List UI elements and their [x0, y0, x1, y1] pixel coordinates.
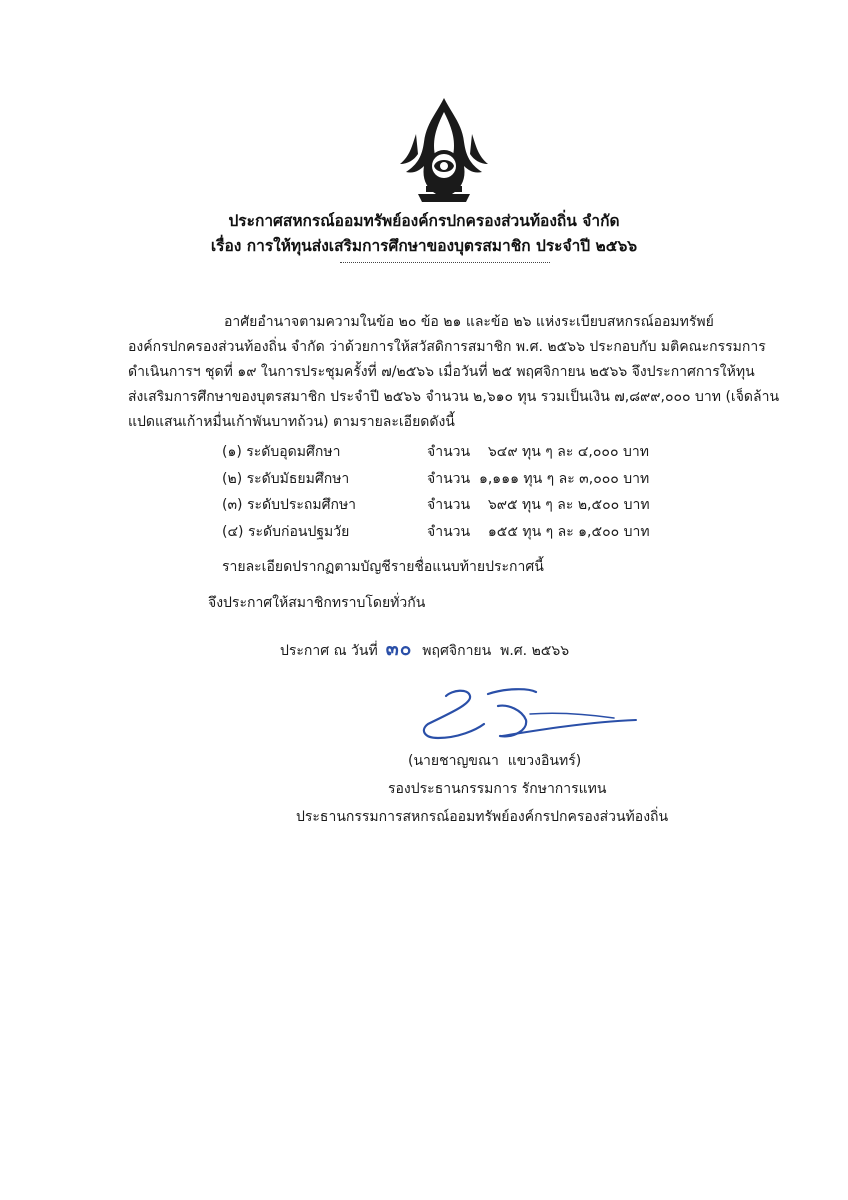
date-prefix: ประกาศ ณ วันที่ [280, 643, 378, 659]
signature-scribble [418, 684, 642, 746]
body-line: อาศัยอำนาจตามความในข้อ ๒๐ ข้อ ๒๑ และข้อ ๒๖ แห่งระเบียบสหกรณ์ออมทรัพย์ [224, 314, 714, 330]
handwritten-day: ๓๐ [385, 638, 413, 660]
announcement-subject: เรื่อง การให้ทุนส่งเสริมการศึกษาของบุตรสมาชิก ประจำปี ๒๕๖๖ [210, 237, 638, 255]
attachment-note: รายละเอียดปรากฏตามบัญชีรายชื่อแนบท้ายประกาศนี้ [222, 559, 544, 575]
date-suffix: พฤศจิกายน พ.ศ. ๒๕๖๖ [422, 643, 570, 659]
body-paragraph [128, 310, 780, 435]
announcement-title: ประกาศสหกรณ์ออมทรัพย์องค์กรปกครองส่วนท้องถิ่น จำกัด [228, 212, 620, 230]
item-amount: จำนวน ๖๔๙ ทุน ๆ ละ ๔,๐๐๐ บาท [427, 444, 649, 460]
body-line: แปดแสนเก้าหมื่นเก้าพันบาทถ้วน) ตามรายละเอียดดังนี้ [128, 414, 455, 430]
signer-organization: ประธานกรรมการสหกรณ์ออมทรัพย์องค์กรปกครองส่วนท้องถิ่น [296, 809, 669, 825]
item-level: (๔) ระดับก่อนปฐมวัย [222, 523, 350, 540]
body-line: องค์กรปกครองส่วนท้องถิ่น จำกัด ว่าด้วยการให้สวัสดิการสมาชิก พ.ศ. ๒๕๖๖ ประกอบกับ มติคณะกรรมการ [128, 339, 766, 355]
item-level: (๒) ระดับมัธยมศึกษา [222, 470, 350, 487]
item-level: (๑) ระดับอุดมศึกษา [222, 444, 341, 460]
cooperative-emblem-icon [396, 94, 492, 206]
signer-name: (นายชาญขณา แขวงอินทร์) [408, 753, 582, 769]
announcement-date [280, 634, 569, 664]
body-line: ส่งเสริมการศึกษาของบุตรสมาชิก ประจำปี ๒๕๖๖ จำนวน ๒,๖๑๐ ทุน รวมเป็นเงิน ๗,๘๙๙,๐๐๐ บาท (เจ็ดล้าน [128, 389, 780, 405]
item-level: (๓) ระดับประถมศึกษา [222, 497, 357, 513]
title-divider [340, 262, 550, 263]
item-amount: จำนวน ๖๙๕ ทุน ๆ ละ ๒,๕๐๐ บาท [427, 497, 650, 513]
item-amount: จำนวน ๑,๑๑๑ ทุน ๆ ละ ๓,๐๐๐ บาท [427, 470, 650, 487]
body-line: ดำเนินการฯ ชุดที่ ๑๙ ในการประชุมครั้งที่ ๗/๒๕๖๖ เมื่อวันที่ ๒๕ พฤศจิกายน ๒๕๖๖ จึงประกาศการให้ทุน [128, 364, 755, 380]
signer-position: รองประธานกรรมการ รักษาการแทน [388, 781, 607, 797]
inform-statement: จึงประกาศให้สมาชิกทราบโดยทั่วกัน [208, 595, 426, 611]
item-amount: จำนวน ๑๕๕ ทุน ๆ ละ ๑,๕๐๐ บาท [427, 523, 650, 540]
